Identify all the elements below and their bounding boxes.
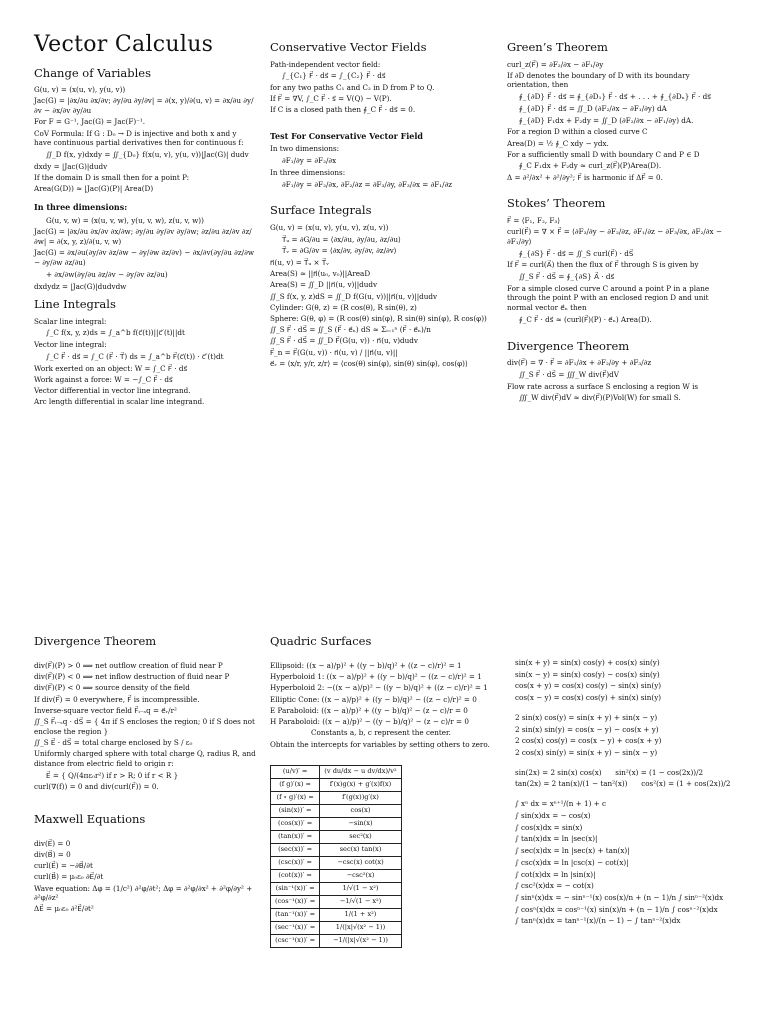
- conservative-line: Path-independent vector field:: [270, 59, 381, 69]
- derivative-row: [271, 895, 402, 908]
- double-angle: tan(2x) = 2 tan(x)/(1 − tan²(x)) cos²(x) = (1 + cos(2x))/2: [515, 779, 731, 789]
- divergence2-line: Uniformly charged sphere with total charge Q, radius R, and distance from electric field to origin r:: [34, 749, 258, 768]
- cov-line: G(u, v) = (x(u, v), y(u, v)): [34, 85, 126, 95]
- divergence2-line: If div(F⃗) = 0 everywhere, F⃗ is incompressible.: [34, 694, 200, 704]
- integral-formula: ∫ xⁿ dx = xⁿ⁺¹/(n + 1) + c: [515, 799, 607, 809]
- product-identity: 2 cos(x) cos(y) = cos(x − y) + cos(x + y): [515, 736, 662, 746]
- derivative-rhs: sec(x) tan(x): [320, 843, 401, 856]
- derivative-lhs: (csc(x))′ =: [271, 856, 320, 869]
- maxwell-line: div(B⃗) = 0: [34, 849, 71, 859]
- column-5: [270, 628, 492, 948]
- column-2: [270, 34, 492, 370]
- derivative-lhs: (f ∘ g)′(x) =: [271, 791, 320, 804]
- quadric-row: [270, 717, 492, 727]
- stokes-line: ∬_S F⃗ · dS⃗ = ∮_{∂S} A⃗ · ds⃗: [519, 272, 615, 282]
- quadric-eq: ((x − a)/p)² − ((y − b)/q)² − (z − c)/r = 0: [322, 717, 469, 727]
- derivative-row: [271, 791, 402, 804]
- derivative-lhs: (tan⁻¹(x))′ =: [271, 908, 320, 921]
- test-line: In three dimensions:: [270, 167, 346, 177]
- line-integral-line: ∫_C f(x, y, z)ds = ∫_a^b f(c⃗(t))||c⃗′(t)||dt: [46, 328, 185, 338]
- surface-line: G(u, v) = (x(u, v), y(u, v), z(u, v)): [270, 222, 389, 232]
- column-1: [34, 30, 257, 408]
- derivative-rhs: −csc²(x): [320, 869, 401, 882]
- double-angle: sin(2x) = 2 sin(x) cos(x) sin²(x) = (1 − cos(2x))/2: [515, 767, 704, 777]
- derivative-table: [270, 765, 402, 948]
- derivative-rhs: −csc(x) cot(x): [320, 856, 401, 869]
- maxwell-line: Wave equation: Δφ = (1/c²) ∂²φ/∂t²; Δφ = ∂²φ/∂x² + ∂²φ/∂y² + ∂²φ/∂z²: [34, 883, 255, 903]
- product-identity: 2 sin(x) sin(y) = cos(x − y) − cos(x + y): [515, 724, 659, 734]
- quadric-eq: −((x − a)/p)² − ((y − b)/q)² + ((z − c)/r)² = 1: [326, 683, 488, 693]
- line-integral-line: Vector differential in vector line integrand.: [34, 386, 191, 396]
- derivative-row: [271, 882, 402, 895]
- quadric-label: Hyperboloid 1:: [270, 672, 325, 682]
- derivative-row: [271, 921, 402, 934]
- derivative-lhs: (tan(x))′ =: [271, 830, 320, 843]
- quadric-row: [270, 695, 492, 705]
- derivative-lhs: (sec⁻¹(x))′ =: [271, 921, 320, 934]
- divergence2-line: ∬_S E⃗ · dS⃗ = total charge enclosed by S / ε₀: [34, 738, 193, 748]
- maxwell-line: curl(E⃗) = −∂B⃗/∂t: [34, 861, 93, 871]
- test-line: In two dimensions:: [270, 144, 340, 154]
- cov-line: Area(G(D)) ≈ |Jac(G)(P)| Area(D): [34, 184, 154, 194]
- derivative-lhs: (csc⁻¹(x))′ =: [271, 934, 320, 947]
- surface-line: Sphere: G(θ, φ) = (R cos(θ) sin(φ), R sin(θ) sin(φ), R cos(φ)): [270, 314, 487, 324]
- divergence2-line: Inverse-square vector field F⃗ᵢ₋ₛq = e⃗ᵣ/r²: [34, 705, 177, 715]
- three-dim-line: dxdydz = |Jac(G)|dudvdw: [34, 281, 127, 291]
- derivative-rhs: f′(x)g(x) + g′(x)f(x): [320, 778, 401, 791]
- integral-formula: ∫ cosⁿ(x)dx = cosⁿ⁻¹(x) sin(x)/n + (n − 1)/n ∫ cosⁿ⁻²(x)dx: [515, 904, 718, 914]
- derivative-row: [271, 817, 402, 830]
- conservative-line: If C is a closed path then ∮_C F⃗ · ds⃗ = 0.: [270, 105, 416, 115]
- derivative-rhs: (v du/dx − u dv/dx)/v²: [320, 765, 401, 778]
- page-title: Vector Calculus: [34, 32, 214, 57]
- quadric-eq: ((x − a)/p)² + ((y − b)/q)² − ((z − c)/r)² = 1: [326, 672, 482, 682]
- maxwell-line: div(E⃗) = 0: [34, 838, 71, 848]
- conservative-heading: Conservative Vector Fields: [270, 40, 427, 54]
- derivative-rhs: 1/(|x|√(x² − 1)): [320, 921, 401, 934]
- derivative-rhs: f′(g(x))g′(x): [320, 791, 401, 804]
- three-dim-line: + ∂x/∂w(∂y/∂u ∂z/∂v − ∂y/∂v ∂z/∂u): [46, 269, 168, 279]
- derivative-rhs: sec²(x): [320, 830, 401, 843]
- maxwell-heading: Maxwell Equations: [34, 811, 146, 826]
- conservative-line: for any two paths C₁ and C₂ in D from P to Q.: [270, 82, 435, 92]
- greens-heading: Green’s Theorem: [507, 40, 608, 54]
- derivative-lhs: (u/v)′ =: [271, 765, 320, 778]
- cov-line: If the domain D is small then for a point P:: [34, 172, 190, 182]
- quadric-label: Ellipsoid:: [270, 661, 305, 671]
- derivative-row: [271, 934, 402, 947]
- integral-formula: ∫ sec(x)dx = ln |sec(x) + tan(x)|: [515, 846, 630, 856]
- derivative-rhs: −1/(|x|√(x² − 1)): [320, 934, 401, 947]
- line-integral-line: Work against a force: W = −∫_C F⃗ · ds⃗: [34, 374, 173, 384]
- product-identity: 2 sin(x) cos(y) = sin(x + y) + sin(x − y): [515, 712, 658, 722]
- stokes-line: If F⃗ = curl(A⃗) then the flux of F⃗ through S is given by: [507, 260, 699, 270]
- greens-line: ∮_{∂D} F⃗ · ds⃗ = ∬_D (∂F₂/∂x − ∂F₁/∂y) dA: [519, 103, 667, 113]
- integral-formula: ∫ sinⁿ(x)dx = − sinⁿ⁻¹(x) cos(x)/n + (n − 1)/n ∫ sinⁿ⁻²(x)dx: [515, 892, 724, 902]
- change-of-variables-heading: Change of Variables: [34, 65, 152, 80]
- derivative-row: [271, 804, 402, 817]
- derivative-lhs: (sin(x))′ =: [271, 804, 320, 817]
- column-6: [507, 656, 737, 928]
- derivative-rhs: cos(x): [320, 804, 401, 817]
- quadric-heading: Quadric Surfaces: [270, 634, 372, 648]
- quadric-eq: ((x − a)/p)² + ((y − b)/q)² + ((z − c)/r)² = 1: [306, 661, 462, 671]
- quadric-note: Constants a, b, c represent the center.: [311, 728, 451, 738]
- stokes-heading: Stokes’ Theorem: [507, 196, 606, 211]
- greens-line: ∮_{∂D} F₁dx + F₂dy = ∬_D (∂F₂/∂x − ∂F₁/∂y) dA.: [519, 115, 694, 125]
- greens-line: For a region D within a closed curve C: [507, 127, 648, 137]
- surface-line: ∬_S f(x, y, z)dS = ∬_D f(G(u, v))||n⃗(u, v)||dudv: [270, 291, 438, 301]
- derivative-lhs: (cos(x))′ =: [271, 817, 320, 830]
- three-dim-line: Jac(G) = ∂x/∂u(∂y/∂v ∂z/∂w − ∂y/∂w ∂z/∂v) − ∂x/∂v(∂y/∂u ∂z/∂w − ∂y/∂w ∂z/∂u): [34, 248, 257, 268]
- quadric-row: [270, 706, 492, 716]
- integral-formula: ∫ cos(x)dx = sin(x): [515, 822, 583, 832]
- three-dim-line: G(u, v, w) = (x(u, v, w), y(u, v, w), z(u, v, w)): [46, 215, 204, 225]
- line-integrals-heading: Line Integrals: [34, 297, 116, 312]
- derivative-row: [271, 843, 402, 856]
- test-heading: Test For Conservative Vector Field: [270, 130, 424, 141]
- divergence2-heading: Divergence Theorem: [34, 634, 157, 648]
- quadric-label: E Paraboloid:: [270, 705, 319, 715]
- integral-formula: ∫ csc(x)dx = ln |csc(x) − cot(x)|: [515, 857, 629, 867]
- divergence2-line: div(F⃗)(P) > 0 ⟹ net outflow creation of fluid near P: [34, 661, 223, 671]
- conservative-line: ∫_{C₁} F⃗ · ds⃗ = ∫_{C₂} F⃗ · ds⃗: [282, 71, 386, 81]
- column-3: [507, 34, 733, 405]
- derivative-lhs: (f g)′(x) =: [271, 778, 320, 791]
- divergence2-line: ∬_S F⃗ᵢ₋ₛq · dS⃗ = { 4π if S encloses the region; 0 if S does not enclose the region }: [34, 717, 258, 736]
- quadric-eq: ((x − a)/p)² + ((y − b)/q)² − ((z − c)/r)² = 0: [321, 694, 477, 704]
- stokes-line: ∮_C F⃗ · ds⃗ ≈ (curl(F⃗)(P) · e⃗ₙ) Area(D).: [519, 314, 652, 324]
- quadric-label: Hyperboloid 2:: [270, 683, 325, 693]
- test-line: ∂F₁/∂y = ∂F₂/∂x, ∂F₂/∂z = ∂F₃/∂y, ∂F₃/∂x = ∂F₁/∂z: [282, 179, 453, 189]
- maxwell-line: curl(B⃗) = μ₀ε₀ ∂E⃗/∂t: [34, 872, 104, 882]
- cov-line: dxdy = |Jac(G)|dudv: [34, 161, 108, 171]
- divergence2-line: curl(∇(f)) = 0 and div(curl(F⃗)) = 0.: [34, 782, 159, 792]
- derivative-lhs: (cot(x))′ =: [271, 869, 320, 882]
- three-dim-heading: In three dimensions:: [34, 201, 128, 212]
- surface-line: n⃗(u, v) = T⃗ᵤ × T⃗ᵥ: [270, 257, 329, 267]
- surface-line: T⃗ᵤ = ∂G/∂u = ⟨∂x/∂u, ∂y/∂u, ∂z/∂u⟩: [282, 234, 401, 244]
- derivative-row: [271, 765, 402, 778]
- greens-line: ∮_C F₁dx + F₂dy ≈ curl_z(F⃗)(P)Area(D).: [519, 161, 662, 171]
- derivative-row: [271, 830, 402, 843]
- surface-line: F⃗_n = F⃗(G(u, v)) · n⃗(u, v) / ||n⃗(u, v)||: [270, 347, 398, 357]
- surface-line: T⃗ᵥ = ∂G/∂v = ⟨∂x/∂v, ∂y/∂v, ∂z/∂v⟩: [282, 246, 397, 256]
- greens-line: curl_z(F⃗) = ∂F₂/∂x − ∂F₁/∂y: [507, 59, 604, 69]
- derivative-lhs: (sec(x))′ =: [271, 843, 320, 856]
- trig-identity: sin(x − y) = sin(x) cos(y) − cos(x) sin(y): [515, 669, 660, 679]
- trig-identity: cos(x + y) = cos(x) cos(y) − sin(x) sin(y): [515, 681, 662, 691]
- trig-identity: sin(x + y) = sin(x) cos(y) + cos(x) sin(y): [515, 658, 660, 667]
- derivative-lhs: (sin⁻¹(x))′ =: [271, 882, 320, 895]
- stokes-line: F⃗ = ⟨F₁, F₂, F₃⟩: [507, 215, 561, 225]
- line-integral-line: Arc length differential in scalar line integrand.: [34, 397, 205, 407]
- derivative-rhs: −sin(x): [320, 817, 401, 830]
- quadric-eq: ((x − a)/p)² + ((y − b)/q)² − (z − c)/r = 0: [321, 705, 468, 715]
- line-integral-line: Vector line integral:: [34, 340, 107, 350]
- surface-line: Cylinder: G(θ, z) = (R cos(θ), R sin(θ), z): [270, 302, 417, 312]
- line-integral-line: ∫_C F⃗ · ds⃗ = ∫_C (F⃗ · T⃗) ds = ∫_a^b F⃗(c⃗(t)) · c⃗′(t)dt: [46, 351, 224, 361]
- test-line: ∂F₁/∂y = ∂F₂/∂x: [282, 156, 337, 166]
- greens-line: Δ = ∂²/∂x² + ∂²/∂y²; F⃗ is harmonic if ΔF⃗ = 0.: [507, 173, 663, 183]
- quadric-label: H Paraboloid:: [270, 717, 320, 727]
- line-integral-line: Scalar line integral:: [34, 316, 107, 326]
- integral-formula: ∫ tan(x)dx = ln |sec(x)|: [515, 834, 598, 844]
- cov-formula: ∬_D f(x, y)dxdy = ∬_{D₀} f(x(u, v), y(u, v))|Jac(G)| dudv: [46, 150, 249, 160]
- conservative-line: If F⃗ = ∇V, ∫_C F⃗ · s⃗ = V(Q) − V(P).: [270, 94, 392, 104]
- surface-line: Area(S) = ∬_D ||n⃗(u, v)||dudv: [270, 280, 378, 290]
- integral-formula: ∫ cot(x)dx = ln |sin(x)|: [515, 869, 596, 879]
- product-identity: 2 cos(x) sin(y) = sin(x + y) − sin(x − y): [515, 748, 658, 758]
- derivative-row: [271, 908, 402, 921]
- divergence-heading: Divergence Theorem: [507, 338, 630, 353]
- divergence2-line: div(F⃗)(P) < 0 ⟹ source density of the field: [34, 683, 190, 693]
- derivative-row: [271, 869, 402, 882]
- integral-formula: ∫ sin(x)dx = − cos(x): [515, 810, 591, 820]
- greens-line: For a sufficiently small D with boundary C and P ∈ D: [507, 149, 700, 159]
- integral-formula: ∫ csc²(x)dx = − cot(x): [515, 881, 594, 891]
- cov-line: Jac(G) = |∂x/∂u ∂x/∂v; ∂y/∂u ∂y/∂v| = ∂(x, y)/∂(u, v) = ∂x/∂u ∂y/∂v − ∂x/∂v ∂y/∂u: [34, 96, 254, 116]
- cov-line: CoV Formula: If G : D₀ → D is injective and both x and y have continuous partial derivatives then for continuous f:: [34, 128, 244, 148]
- derivative-rhs: 1/√(1 − x²): [320, 882, 401, 895]
- trig-identity: cos(x − y) = cos(x) cos(y) + sin(x) sin(y): [515, 693, 662, 703]
- stokes-line: ∮_{∂S} F⃗ · ds⃗ = ∬_S curl(F⃗) · dS⃗: [519, 248, 634, 258]
- cov-line: For F = G⁻¹, Jac(G) = Jac(F)⁻¹.: [34, 117, 146, 127]
- quadric-row: [270, 661, 492, 671]
- maxwell-line: ΔE⃗ = μ₀ε₀ ∂²E⃗/∂t²: [34, 904, 94, 914]
- surface-line: ∬_S F⃗ · dS⃗ = ∬_S (F⃗ · e⃗ₙ) dS ≈ Σᵢ₌₁ⁿ (F⃗ · e⃗ₙ)/n: [270, 325, 431, 335]
- quadric-label: Elliptic Cone:: [270, 694, 320, 704]
- greens-line: If ∂D denotes the boundary of D with its boundary orientation, then: [507, 70, 692, 90]
- stokes-line: curl(F⃗) = ∇ × F⃗ = ⟨∂F₃/∂y − ∂F₂/∂z, ∂F₁/∂z − ∂F₃/∂x, ∂F₂/∂x − ∂F₁/∂y⟩: [507, 227, 725, 246]
- line-integral-line: Work exerted on an object: W = ∫_C F⃗ · ds⃗: [34, 363, 188, 373]
- surface-line: ∬_S F⃗ · dS⃗ = ∬_D F⃗(G(u, v)) · n⃗(u, v)dudv: [270, 336, 418, 346]
- quadric-note: Obtain the intercepts for variables by setting others to zero.: [270, 739, 490, 749]
- integral-formula: ∫ tanⁿ(x)dx = tanⁿ⁻¹(x)/(n − 1) − ∫ tanⁿ⁻²(x)dx: [515, 916, 681, 926]
- derivative-row: [271, 778, 402, 791]
- derivative-lhs: (cos⁻¹(x))′ =: [271, 895, 320, 908]
- surface-integrals-heading: Surface Integrals: [270, 203, 372, 218]
- greens-line: ∮_{∂D} F⃗ · ds⃗ = ∮_{∂D₁} F⃗ · ds⃗ + . . . + ∮_{∂Dₙ} F⃗ · ds⃗: [519, 92, 711, 102]
- divergence-line: Flow rate across a surface S enclosing a region W is: [507, 381, 699, 391]
- surface-line: e⃗ᵣ = ⟨x/r, y/r, z/r⟩ = ⟨cos(θ) sin(φ), sin(θ) sin(φ), cos(φ)⟩: [270, 358, 468, 368]
- surface-line: Area(S) ≈ ||n⃗(u₀, v₀)||AreaD: [270, 269, 371, 279]
- three-dim-line: Jac(G) = |∂x/∂u ∂x/∂v ∂x/∂w; ∂y/∂u ∂y/∂v ∂y/∂w; ∂z/∂u ∂z/∂v ∂z/∂w| = ∂(x, y, z)/∂(u, v, w): [34, 227, 252, 247]
- derivative-row: [271, 856, 402, 869]
- divergence2-line: div(F⃗)(P) < 0 ⟹ net inflow destruction of fluid near P: [34, 672, 230, 682]
- quadric-row: [270, 672, 492, 682]
- divergence-line: ∭_W div(F⃗)dV ≈ div(F⃗)(P)Vol(W) for small S.: [519, 393, 681, 403]
- divergence2-line: E⃗ = { Q/(4πε₀r²) if r > R; 0 if r < R }: [46, 770, 179, 780]
- quadric-row: [270, 683, 492, 693]
- greens-line: Area(D) = ½ ∮_C xdy − ydx.: [507, 138, 609, 148]
- divergence-line: div(F⃗) = ∇ · F⃗ = ∂F₁/∂x + ∂F₂/∂y + ∂F₃/∂z: [507, 358, 652, 368]
- derivative-rhs: −1/√(1 − x²): [320, 895, 401, 908]
- stokes-line: For a simple closed curve C around a point P in a plane through the point P with an enclosed region D and unit normal vector e⃗ₙ then: [507, 283, 712, 313]
- derivative-rhs: 1/(1 + x²): [320, 908, 401, 921]
- divergence-line: ∬_S F⃗ · dS⃗ = ∭_W div(F⃗)dV: [519, 369, 619, 379]
- column-4: [34, 628, 256, 916]
